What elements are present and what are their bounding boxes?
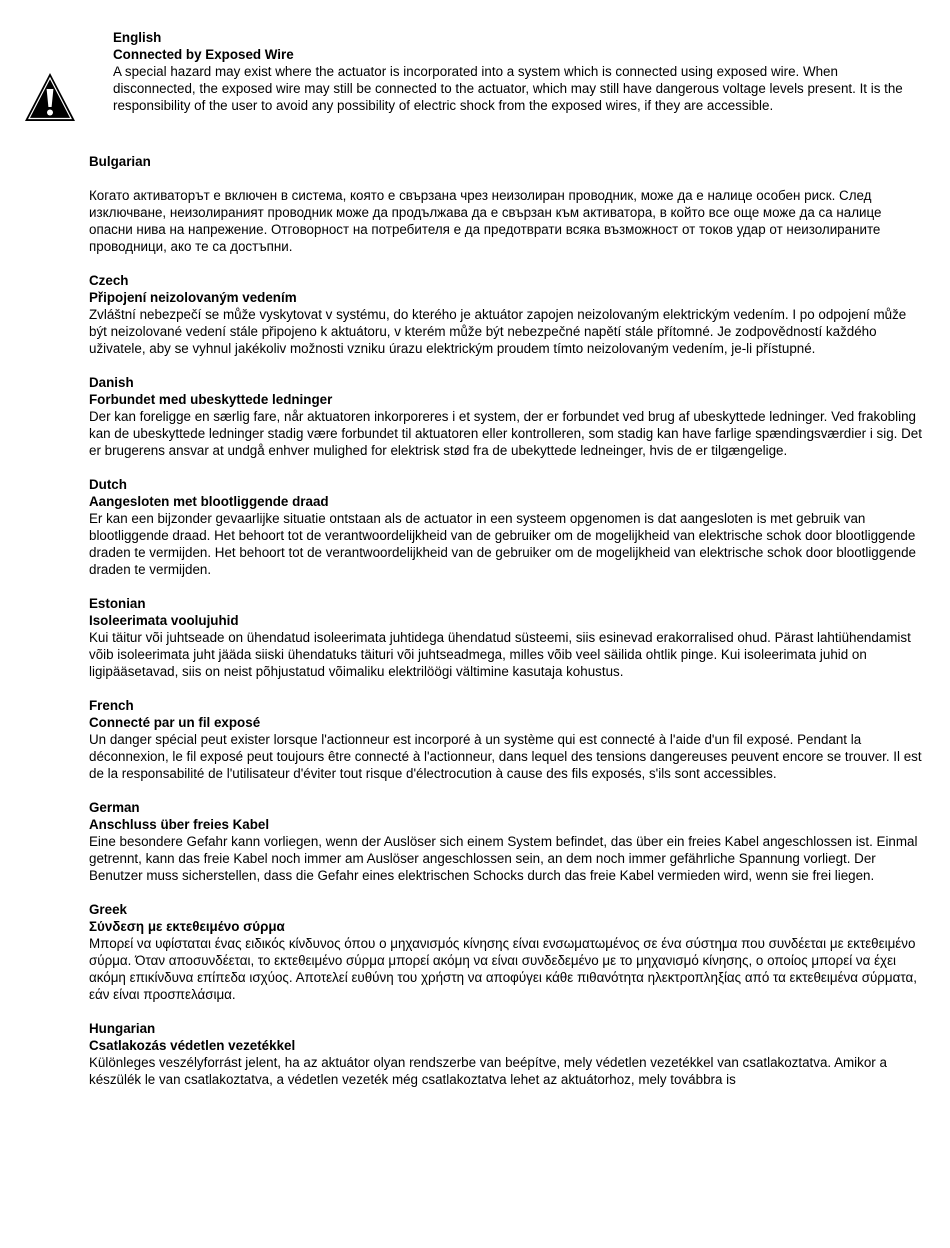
section-body: Un danger spécial peut exister lorsque l'actionneur est incorporé à un système qui est connecté à l'aide d'un fil exposé. Pendant la déconnexion, le fil exposé peut toujours être connecté à l'actionneur, dans lequel des tensions dangereuses peuvent encore se trouver. Il est de la responsabilité de l'utilisateur d'éviter tout risque d'électrocution à cause des fils exposés, s'ils sont accessibles. [89,732,922,781]
section-language: Estonian [89,596,146,611]
section-body: Különleges veszélyforrást jelent, ha az aktuátor olyan rendszerbe van beépítve, mely védetlen vezetékkel van csatlakoztatva. Amikor a készülék le van csatlakoztatva, a védetlen vezeték még csatlakoztatva lehet az aktuátorhoz, mely továbbra is [89,1055,887,1087]
section-body: Μπορεί να υφίσταται ένας ειδικός κίνδυνος όπου ο μηχανισμός κίνησης είναι ενσωματωμένος σε ένα σύστημα που συνδέεται με εκτεθειμένο σύρμα. Όταν αποσυνδέεται, το εκτεθειμένο σύρμα μπορεί ακόμη να είναι συνδεδεμένο με το μηχανισμό κίνησης, ο οποίος μπορεί να έχει ακόμη επικίνδυνα επίπεδα ισχύος. Αποτελεί ευθύνη του χρήστη να αποφύγει κάθε πιθανότητα ηλεκτροπληξίας από τα εκτεθειμένα σύρματα, εάν είναι προσπελάσιμα. [89,936,917,1002]
section-heading: Σύνδεση με εκτεθειμένο σύρμα [89,919,285,934]
section-language: Danish [89,375,134,390]
section-body: Kui täitur või juhtseade on ühendatud isoleerimata juhtidega ühendatud süsteemi, siis esinevad erakorralised ohud. Pärast lahtiühendamist võib isoleerimata juht jääda siiski ühendatuks täituri või juhtseadmega, milles võib veel säilida ohtlik pinge. Kui isoleerimata juhid on ligipääsetavad, siis on neist põhjustatud võimaliku elektrilöögi vältimine kasutaja kohustus. [89,630,911,679]
warning-triangle-icon [24,72,76,122]
section-language: Hungarian [89,1021,156,1036]
section-heading: Csatlakozás védetlen vezetékkel [89,1038,296,1053]
section-heading: Connected by Exposed Wire [113,47,294,62]
section-body: Er kan een bijzonder gevaarlijke situatie ontstaan als de actuator in een systeem opgenomen is dat aangesloten is met gebruik van blootliggende draad. Het behoort tot de verantwoordelijkheid van de gebruiker om de mogelijkheid van elektrische schok door blootliggende draden te vermijden. Het behoort tot de verantwoordelijkheid van de gebruiker om de mogelijkheid van elektrische schok door blootliggende draden te vermijden. [89,511,916,577]
section-heading: Aangesloten met blootliggende draad [89,494,329,509]
section-language: Dutch [89,477,127,492]
section-bulgarian [89,153,925,255]
section-body: Когато активаторът е включен в система, която е свързана чрез неизолиран проводник, може да е налице особен риск. След изключване, неизолираният проводник може да продължава да е свързан към активатора, в който все още може да са налице опасни нива на напрежение. Отговорност на потребителя е да предотврати всяка възможност от токов удар от неизолираните проводници, ако те са достъпни. [89,188,882,254]
section-heading: Isoleerimata voolujuhid [89,613,239,628]
section-heading: Anschluss über freies Kabel [89,817,270,832]
section-language: French [89,698,134,713]
section-german [89,799,925,884]
section-dutch [89,476,925,578]
section-hungarian [89,1020,925,1088]
section-body: Zvláštní nebezpečí se může vyskytovat v systému, do kterého je aktuátor zapojen neizolovaným elektrickým vedením. I po odpojení může být neizolované vedení stále připojeno k aktuátoru, v kterém může být nebezpečné napětí stále přítomné. Je zodpovědností každého uživatele, aby se vyhnul jakékoliv možnosti vzniku úrazu elektrickým proudem tímto neizolovaným vedením, je-li přístupné. [89,307,907,356]
section-estonian [89,595,925,680]
section-body: Eine besondere Gefahr kann vorliegen, wenn der Auslöser sich einem System befindet, das über ein freies Kabel angeschlossen ist. Einmal getrennt, kann das freie Kabel noch immer am Auslöser angeschlossen sein, an dem noch immer gefährliche Spannung vorliegt. Der Benutzer muss sicherstellen, dass die Gefahr eines elektrischen Schocks durch das freie Kabel vermieden wird, wenn sie frei liegen. [89,834,918,883]
translations-list [89,153,925,1105]
section-language: Greek [89,902,127,917]
section-czech [89,272,925,357]
english-section [113,29,913,114]
empty-heading-line [89,170,925,187]
section-language: English [113,30,162,45]
section-body: A special hazard may exist where the actuator is incorporated into a system which is connected using exposed wire. When disconnected, the exposed wire may still be connected to the actuator, which may still have dangerous voltage levels present. It is the responsibility of the user to avoid any possibility of electric shock from the exposed wires, if they are accessible. [113,64,903,113]
section-body: Der kan foreligge en særlig fare, når aktuatoren inkorporeres i et system, der er forbundet ved brug af ubeskyttede ledninger. Ved frakobling kan de ubeskyttede ledninger stadig være forbundet til aktuatoren eller kontrolleren, som stadig kan have farlige spændingsværdier i sig. Det er brugerens ansvar at undgå enhver mulighed for elektrisk stød fra de ubekyttede ledneinger, hvis de er tilgængelige. [89,409,922,458]
section-heading: Připojení neizolovaným vedením [89,290,297,305]
section-language: German [89,800,140,815]
section-danish [89,374,925,459]
section-french [89,697,925,782]
section-heading: Connecté par un fil exposé [89,715,261,730]
section-greek [89,901,925,1003]
section-language: Czech [89,273,129,288]
section-language: Bulgarian [89,154,151,169]
section-heading: Forbundet med ubeskyttede ledninger [89,392,333,407]
